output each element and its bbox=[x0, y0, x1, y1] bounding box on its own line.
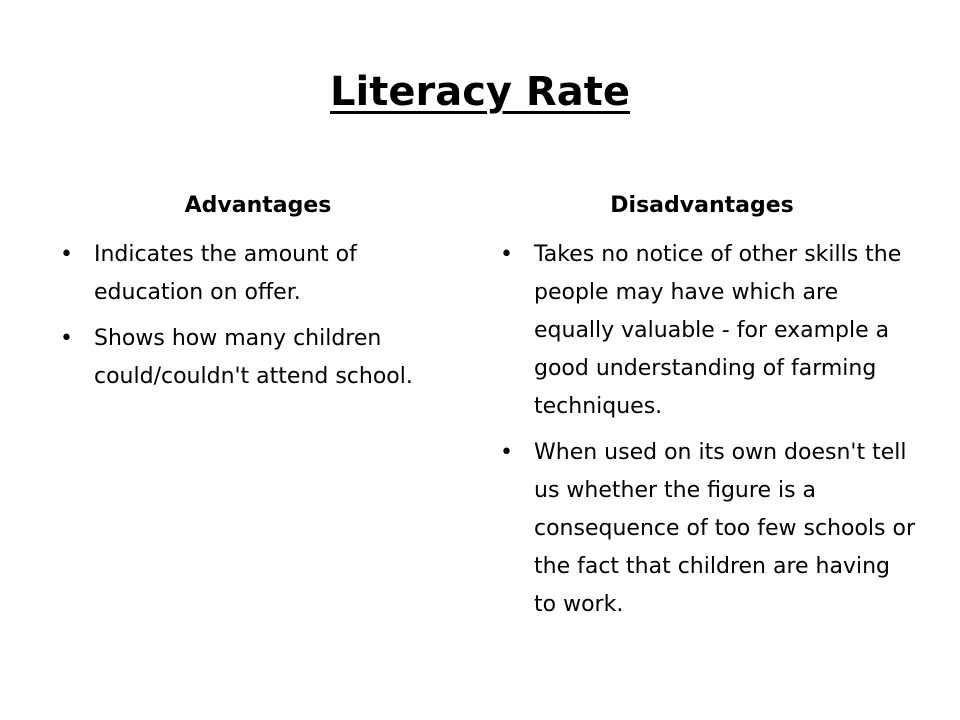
bullet-icon: • bbox=[500, 440, 513, 465]
list-item-text: Indicates the amount of education on offer. bbox=[94, 242, 357, 305]
disadvantages-heading: Disadvantages bbox=[610, 193, 794, 218]
bullet-icon: • bbox=[500, 242, 513, 267]
list-item-text: Takes no notice of other skills the people may have which are equally valuable - for example a good understanding of farming techniques. bbox=[534, 242, 902, 419]
advantages-list bbox=[58, 236, 454, 404]
disadvantages-list bbox=[498, 236, 918, 632]
list-item bbox=[498, 434, 918, 624]
list-item-text: When used on its own doesn't tell us whether the figure is a consequence of too few schools or the fact that children are having to work. bbox=[534, 440, 916, 617]
list-item bbox=[58, 320, 454, 396]
list-item-text: Shows how many children could/couldn't attend school. bbox=[94, 326, 413, 389]
list-item bbox=[498, 236, 918, 426]
bullet-icon: • bbox=[60, 242, 73, 267]
slide-title bbox=[0, 62, 960, 122]
slide-title-text: Literacy Rate bbox=[330, 69, 630, 115]
advantages-heading: Advantages bbox=[184, 193, 332, 218]
list-item bbox=[58, 236, 454, 312]
bullet-icon: • bbox=[60, 326, 73, 351]
